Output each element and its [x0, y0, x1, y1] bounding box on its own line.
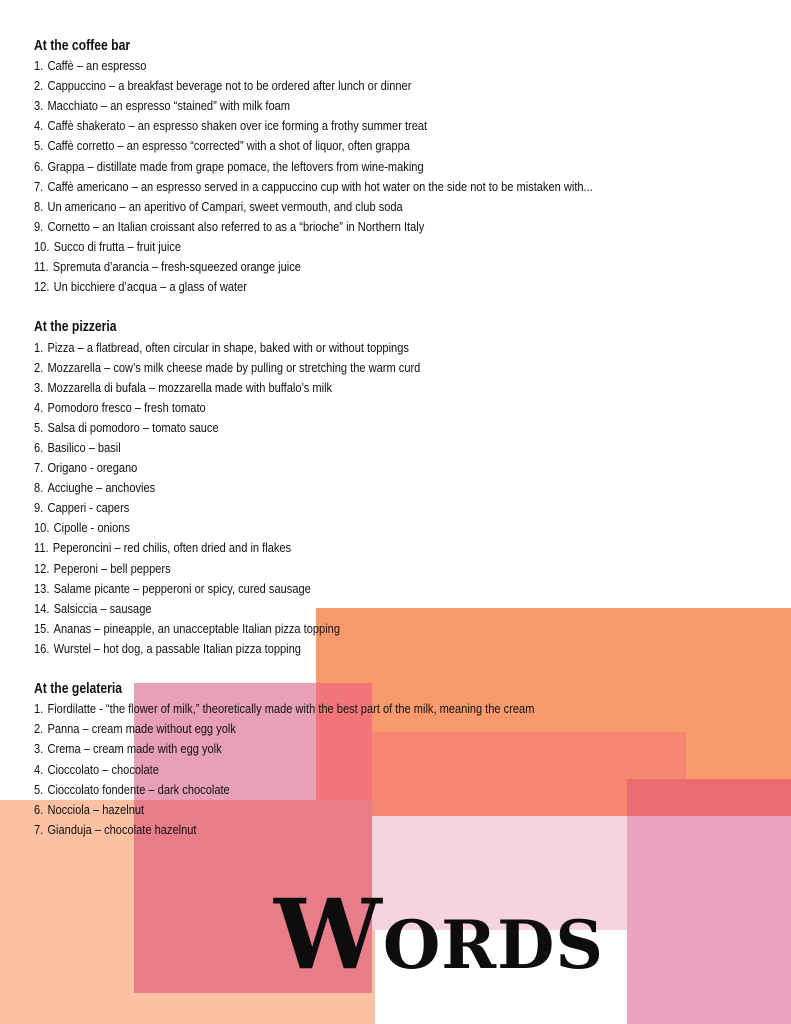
list-item: 7. Gianduja – chocolate hazelnut — [34, 821, 197, 837]
section-title: At the gelateria — [34, 681, 122, 698]
list-item: 9. Capperi - capers — [34, 500, 130, 516]
term-list — [34, 699, 656, 840]
section-title: At the coffee bar — [34, 38, 131, 54]
list-item: 15. Ananas – pineapple, an unacceptable Italian pizza topping — [34, 620, 340, 636]
list-item: 1. Pizza – a flatbread, often circular in shape, baked with or without toppings — [34, 339, 409, 355]
page-title — [274, 878, 604, 991]
list-item: 12. Un bicchiere d’acqua – a glass of water — [34, 279, 247, 295]
decor-mauve-block — [627, 816, 791, 1024]
list-item: 3. Crema – cream made with egg yolk — [34, 741, 222, 757]
list-item: 6. Nocciola – hazelnut — [34, 801, 145, 817]
list-item: 6. Grappa – distillate made from grape pomace, the leftovers from wine-making — [34, 158, 424, 174]
list-item: 14. Salsiccia – sausage — [34, 600, 152, 616]
section-gelateria — [34, 679, 656, 840]
list-item: 4. Pomodoro fresco – fresh tomato — [34, 399, 206, 415]
list-item: 16. Wurstel – hot dog, a passable Italian pizza topping — [34, 640, 301, 656]
list-item: 4. Cioccolato – chocolate — [34, 761, 159, 777]
list-item: 5. Cioccolato fondente – dark chocolate — [34, 781, 230, 797]
list-item: 4. Caffè shakerato – an espresso shaken over ice forming a frothy summer treat — [34, 118, 428, 134]
list-item: 2. Mozzarella – cow’s milk cheese made by pulling or stretching the warm curd — [34, 359, 421, 375]
list-item: 2. Panna – cream made without egg yolk — [34, 721, 236, 737]
title-rest: ORDS — [382, 906, 605, 984]
list-item: 3. Mozzarella di bufala – mozzarella made with buffalo’s milk — [34, 379, 333, 395]
list-item: 5. Caffè corretto – an espresso “corrected” with a shot of liquor, often grappa — [34, 138, 410, 154]
list-item: 8. Un americano – an aperitivo of Campari, sweet vermouth, and club soda — [34, 198, 403, 214]
list-item: 11. Peperoncini – red chilis, often dried and in flakes — [34, 540, 292, 556]
list-item: 1. Caffè – an espresso — [34, 58, 147, 74]
section-title: At the pizzeria — [34, 319, 117, 336]
list-item: 13. Salame picante – pepperoni or spicy, cured sausage — [34, 580, 311, 596]
list-item: 8. Acciughe – anchovies — [34, 480, 156, 496]
list-item: 6. Basilico – basil — [34, 439, 121, 455]
list-item: 2. Cappuccino – a breakfast beverage not to be ordered after lunch or dinner — [34, 78, 412, 94]
list-item: 10. Succo di frutta – fruit juice — [34, 238, 182, 254]
title-initial: W — [274, 878, 383, 991]
list-item: 11. Spremuta d’arancia – fresh-squeezed orange juice — [34, 259, 301, 275]
term-list — [34, 56, 656, 297]
term-list — [34, 338, 656, 660]
list-item: 12. Peperoni – bell peppers — [34, 560, 171, 576]
list-item: 7. Caffè americano – an espresso served in a cappuccino cup with hot water on the side not to be mistaken with... — [34, 178, 593, 194]
glossary — [34, 36, 656, 840]
list-item: 1. Fiordilatte - “the flower of milk,” theoretically made with the best part of the milk, meaning the cream — [34, 701, 535, 717]
section-pizzeria — [34, 317, 656, 659]
list-item: 5. Salsa di pomodoro – tomato sauce — [34, 419, 219, 435]
section-coffee-bar — [34, 36, 656, 297]
list-item: 3. Macchiato – an espresso “stained” with milk foam — [34, 98, 291, 114]
list-item: 10. Cipolle - onions — [34, 520, 130, 536]
list-item: 9. Cornetto – an Italian croissant also referred to as a “brioche” in Northern Italy — [34, 218, 425, 234]
list-item: 7. Origano - oregano — [34, 460, 138, 476]
